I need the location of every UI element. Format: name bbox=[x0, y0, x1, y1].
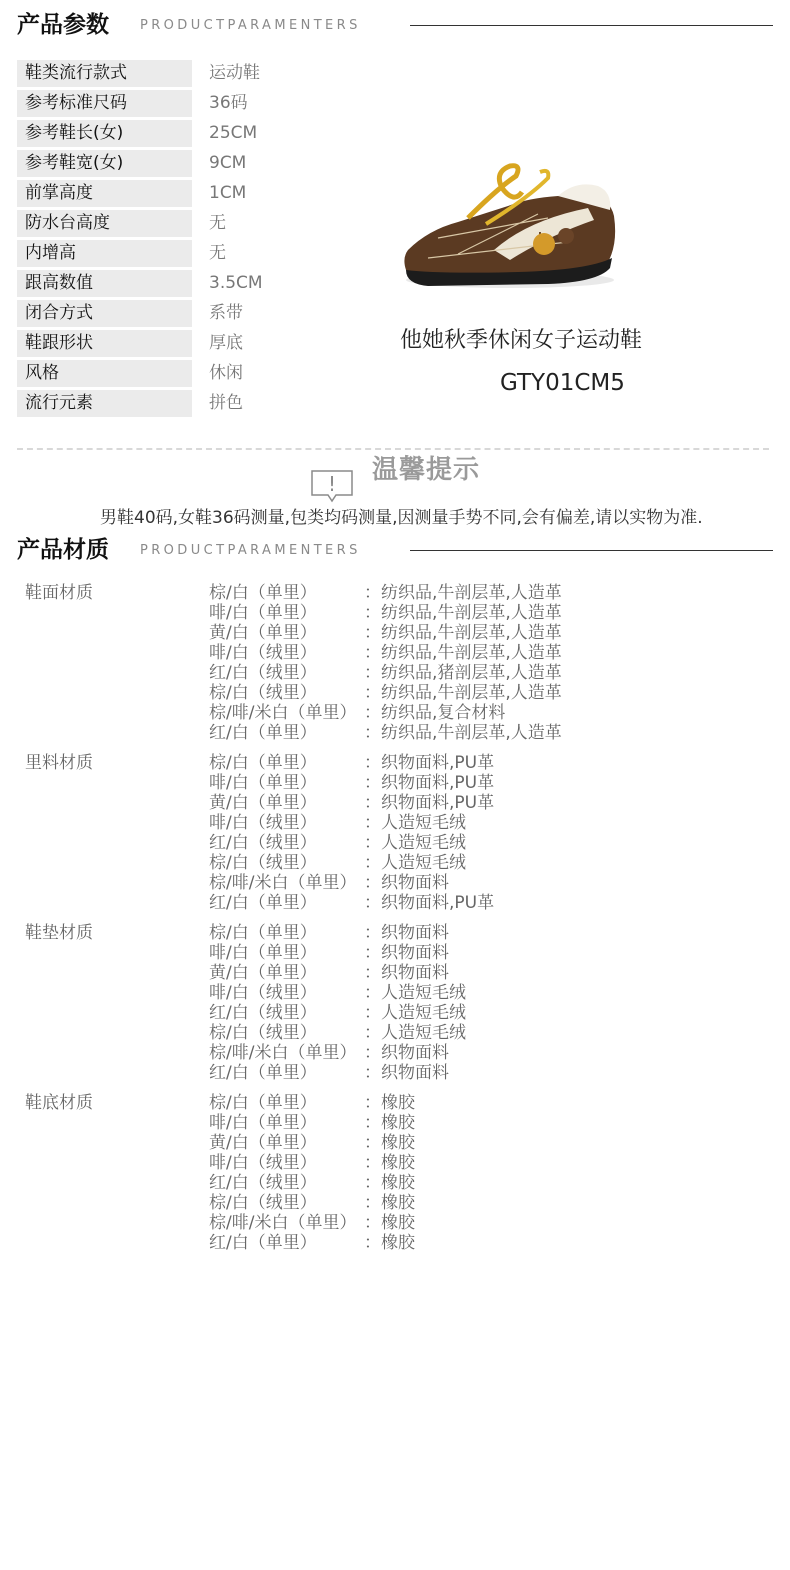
params-section-header bbox=[17, 10, 773, 40]
param-row bbox=[17, 360, 317, 390]
section-divider-line bbox=[410, 25, 773, 26]
material-row bbox=[209, 1063, 449, 1083]
param-label: 参考鞋宽(女) bbox=[17, 150, 192, 177]
material-value: ：纺织品,牛剖层革,人造革 bbox=[364, 623, 562, 643]
material-variant: 红/白（单里） bbox=[209, 1233, 317, 1253]
material-variant: 棕/白（单里） bbox=[209, 923, 317, 943]
material-group-label: 鞋面材质 bbox=[25, 583, 93, 603]
material-variant: 棕/白（单里） bbox=[209, 1093, 317, 1113]
param-value: 厚底 bbox=[209, 333, 243, 353]
material-value: ：纺织品,复合材料 bbox=[364, 703, 506, 723]
materials-section-header bbox=[17, 535, 773, 565]
material-variant: 棕/啡/米白（单里） bbox=[209, 1213, 357, 1233]
material-row bbox=[209, 663, 562, 683]
material-variant: 红/白（绒里） bbox=[209, 1003, 317, 1023]
material-variant: 棕/白（单里） bbox=[209, 753, 317, 773]
material-row bbox=[209, 963, 449, 983]
param-value: 3.5CM bbox=[209, 273, 263, 293]
material-value: ：人造短毛绒 bbox=[364, 983, 466, 1003]
material-row bbox=[209, 643, 562, 663]
tip-text: 男鞋40码,女鞋36码测量,包类均码测量,因测量手势不同,会有偏差,请以实物为准. bbox=[100, 508, 703, 528]
material-row bbox=[209, 1213, 415, 1233]
param-label: 闭合方式 bbox=[17, 300, 192, 327]
param-value: 无 bbox=[209, 213, 226, 233]
material-variant: 棕/啡/米白（单里） bbox=[209, 1043, 357, 1063]
material-value: ：橡胶 bbox=[364, 1133, 415, 1153]
material-row bbox=[209, 1153, 415, 1173]
param-label: 风格 bbox=[17, 360, 192, 387]
svg-text:!: ! bbox=[327, 472, 337, 496]
material-value: ：橡胶 bbox=[364, 1233, 415, 1253]
material-row bbox=[209, 603, 562, 623]
material-value: ：织物面料 bbox=[364, 943, 449, 963]
tip-title: 温馨提示 bbox=[372, 455, 481, 485]
material-value: ：织物面料,PU革 bbox=[364, 753, 495, 773]
param-value: 36码 bbox=[209, 93, 248, 113]
material-group bbox=[17, 583, 777, 753]
material-variant: 啡/白（绒里） bbox=[209, 1153, 317, 1173]
material-variant: 棕/白（单里） bbox=[209, 583, 317, 603]
param-label: 前掌高度 bbox=[17, 180, 192, 207]
material-row bbox=[209, 583, 562, 603]
material-variant: 棕/白（绒里） bbox=[209, 1193, 317, 1213]
material-value: ：织物面料,PU革 bbox=[364, 893, 495, 913]
material-value: ：织物面料 bbox=[364, 1063, 449, 1083]
material-value: ：橡胶 bbox=[364, 1213, 415, 1233]
material-variant: 啡/白（绒里） bbox=[209, 813, 317, 833]
material-variant: 啡/白（单里） bbox=[209, 1113, 317, 1133]
material-variant: 棕/啡/米白（单里） bbox=[209, 873, 357, 893]
material-row bbox=[209, 623, 562, 643]
material-row bbox=[209, 793, 494, 813]
material-value: ：纺织品,牛剖层革,人造革 bbox=[364, 723, 562, 743]
param-label: 内增高 bbox=[17, 240, 192, 267]
material-group-label: 鞋垫材质 bbox=[25, 923, 93, 943]
material-row bbox=[209, 753, 494, 773]
material-variant: 棕/白（绒里） bbox=[209, 853, 317, 873]
material-group bbox=[17, 753, 777, 923]
material-value: ：橡胶 bbox=[364, 1093, 415, 1113]
param-row bbox=[17, 180, 317, 210]
material-row bbox=[209, 683, 562, 703]
param-label: 参考鞋长(女) bbox=[17, 120, 192, 147]
material-value: ：人造短毛绒 bbox=[364, 813, 466, 833]
material-row bbox=[209, 893, 494, 913]
material-value: ：织物面料 bbox=[364, 1043, 449, 1063]
material-variant: 红/白（绒里） bbox=[209, 663, 317, 683]
param-row bbox=[17, 330, 317, 360]
material-value: ：人造短毛绒 bbox=[364, 1003, 466, 1023]
param-value: 运动鞋 bbox=[209, 63, 260, 83]
material-variant: 啡/白（单里） bbox=[209, 943, 317, 963]
material-row bbox=[209, 833, 466, 853]
material-row bbox=[209, 853, 466, 873]
material-row bbox=[209, 1173, 415, 1193]
material-value: ：纺织品,猪剖层革,人造革 bbox=[364, 663, 562, 683]
material-value: ：橡胶 bbox=[364, 1193, 415, 1213]
material-value: ：织物面料,PU革 bbox=[364, 793, 495, 813]
materials-list bbox=[17, 583, 777, 1263]
product-code: GTY01CM5 bbox=[500, 370, 625, 396]
exclamation-icon bbox=[310, 469, 354, 503]
material-value: ：纺织品,牛剖层革,人造革 bbox=[364, 583, 562, 603]
param-row bbox=[17, 300, 317, 330]
param-label: 鞋跟形状 bbox=[17, 330, 192, 357]
param-value: 系带 bbox=[209, 303, 243, 323]
param-label: 跟高数值 bbox=[17, 270, 192, 297]
param-value: 拼色 bbox=[209, 393, 243, 413]
product-shoe-image bbox=[398, 158, 620, 294]
material-value: ：人造短毛绒 bbox=[364, 853, 466, 873]
dashed-divider bbox=[17, 448, 769, 450]
param-label: 参考标准尺码 bbox=[17, 90, 192, 117]
material-row bbox=[209, 983, 466, 1003]
param-label: 防水台高度 bbox=[17, 210, 192, 237]
materials-section-subtitle: PRODUCTPARAMENTERS bbox=[140, 543, 361, 558]
material-row bbox=[209, 1023, 466, 1043]
param-row bbox=[17, 90, 317, 120]
material-value: ：织物面料 bbox=[364, 873, 449, 893]
material-value: ：纺织品,牛剖层革,人造革 bbox=[364, 603, 562, 623]
param-value: 休闲 bbox=[209, 363, 243, 383]
material-group bbox=[17, 1093, 777, 1263]
material-value: ：纺织品,牛剖层革,人造革 bbox=[364, 683, 562, 703]
material-variant: 啡/白（绒里） bbox=[209, 983, 317, 1003]
material-variant: 红/白（绒里） bbox=[209, 1173, 317, 1193]
params-section-subtitle: PRODUCTPARAMENTERS bbox=[140, 18, 361, 33]
param-label: 鞋类流行款式 bbox=[17, 60, 192, 87]
param-value: 25CM bbox=[209, 123, 258, 143]
section-divider-line bbox=[410, 550, 773, 551]
material-value: ：织物面料 bbox=[364, 923, 449, 943]
param-value: 无 bbox=[209, 243, 226, 263]
material-row bbox=[209, 873, 449, 893]
material-row bbox=[209, 1133, 415, 1153]
param-row bbox=[17, 60, 317, 90]
material-value: ：纺织品,牛剖层革,人造革 bbox=[364, 643, 562, 663]
material-row bbox=[209, 723, 562, 743]
material-variant: 黄/白（单里） bbox=[209, 793, 317, 813]
param-row bbox=[17, 150, 317, 180]
material-row bbox=[209, 703, 505, 723]
material-row bbox=[209, 773, 494, 793]
material-row bbox=[209, 1193, 415, 1213]
material-group-label: 里料材质 bbox=[25, 753, 93, 773]
material-value: ：橡胶 bbox=[364, 1173, 415, 1193]
material-row bbox=[209, 1003, 466, 1023]
material-variant: 红/白（单里） bbox=[209, 723, 317, 743]
param-row bbox=[17, 390, 317, 420]
material-variant: 红/白（绒里） bbox=[209, 833, 317, 853]
params-section-title: 产品参数 bbox=[17, 12, 109, 38]
material-variant: 黄/白（单里） bbox=[209, 1133, 317, 1153]
material-variant: 棕/白（绒里） bbox=[209, 683, 317, 703]
material-value: ：织物面料 bbox=[364, 963, 449, 983]
param-value: 9CM bbox=[209, 153, 247, 173]
material-row bbox=[209, 923, 449, 943]
materials-section-title: 产品材质 bbox=[17, 537, 109, 563]
material-row bbox=[209, 943, 449, 963]
product-name: 他她秋季休闲女子运动鞋 bbox=[400, 328, 643, 353]
material-value: ：人造短毛绒 bbox=[364, 833, 466, 853]
material-variant: 啡/白（单里） bbox=[209, 773, 317, 793]
material-variant: 啡/白（单里） bbox=[209, 603, 317, 623]
material-row bbox=[209, 1113, 415, 1133]
param-label: 流行元素 bbox=[17, 390, 192, 417]
material-row bbox=[209, 1043, 449, 1063]
param-row bbox=[17, 240, 317, 270]
material-row bbox=[209, 813, 466, 833]
material-variant: 棕/啡/米白（单里） bbox=[209, 703, 357, 723]
material-value: ：橡胶 bbox=[364, 1153, 415, 1173]
material-group bbox=[17, 923, 777, 1093]
param-row bbox=[17, 120, 317, 150]
params-table bbox=[17, 60, 317, 420]
material-value: ：橡胶 bbox=[364, 1113, 415, 1133]
material-variant: 啡/白（绒里） bbox=[209, 643, 317, 663]
material-variant: 红/白（单里） bbox=[209, 893, 317, 913]
material-value: ：人造短毛绒 bbox=[364, 1023, 466, 1043]
material-value: ：织物面料,PU革 bbox=[364, 773, 495, 793]
material-row bbox=[209, 1093, 415, 1113]
param-row bbox=[17, 270, 317, 300]
param-row bbox=[17, 210, 317, 240]
material-variant: 红/白（单里） bbox=[209, 1063, 317, 1083]
material-variant: 棕/白（绒里） bbox=[209, 1023, 317, 1043]
material-variant: 黄/白（单里） bbox=[209, 963, 317, 983]
param-value: 1CM bbox=[209, 183, 247, 203]
material-variant: 黄/白（单里） bbox=[209, 623, 317, 643]
material-row bbox=[209, 1233, 415, 1253]
material-group-label: 鞋底材质 bbox=[25, 1093, 93, 1113]
